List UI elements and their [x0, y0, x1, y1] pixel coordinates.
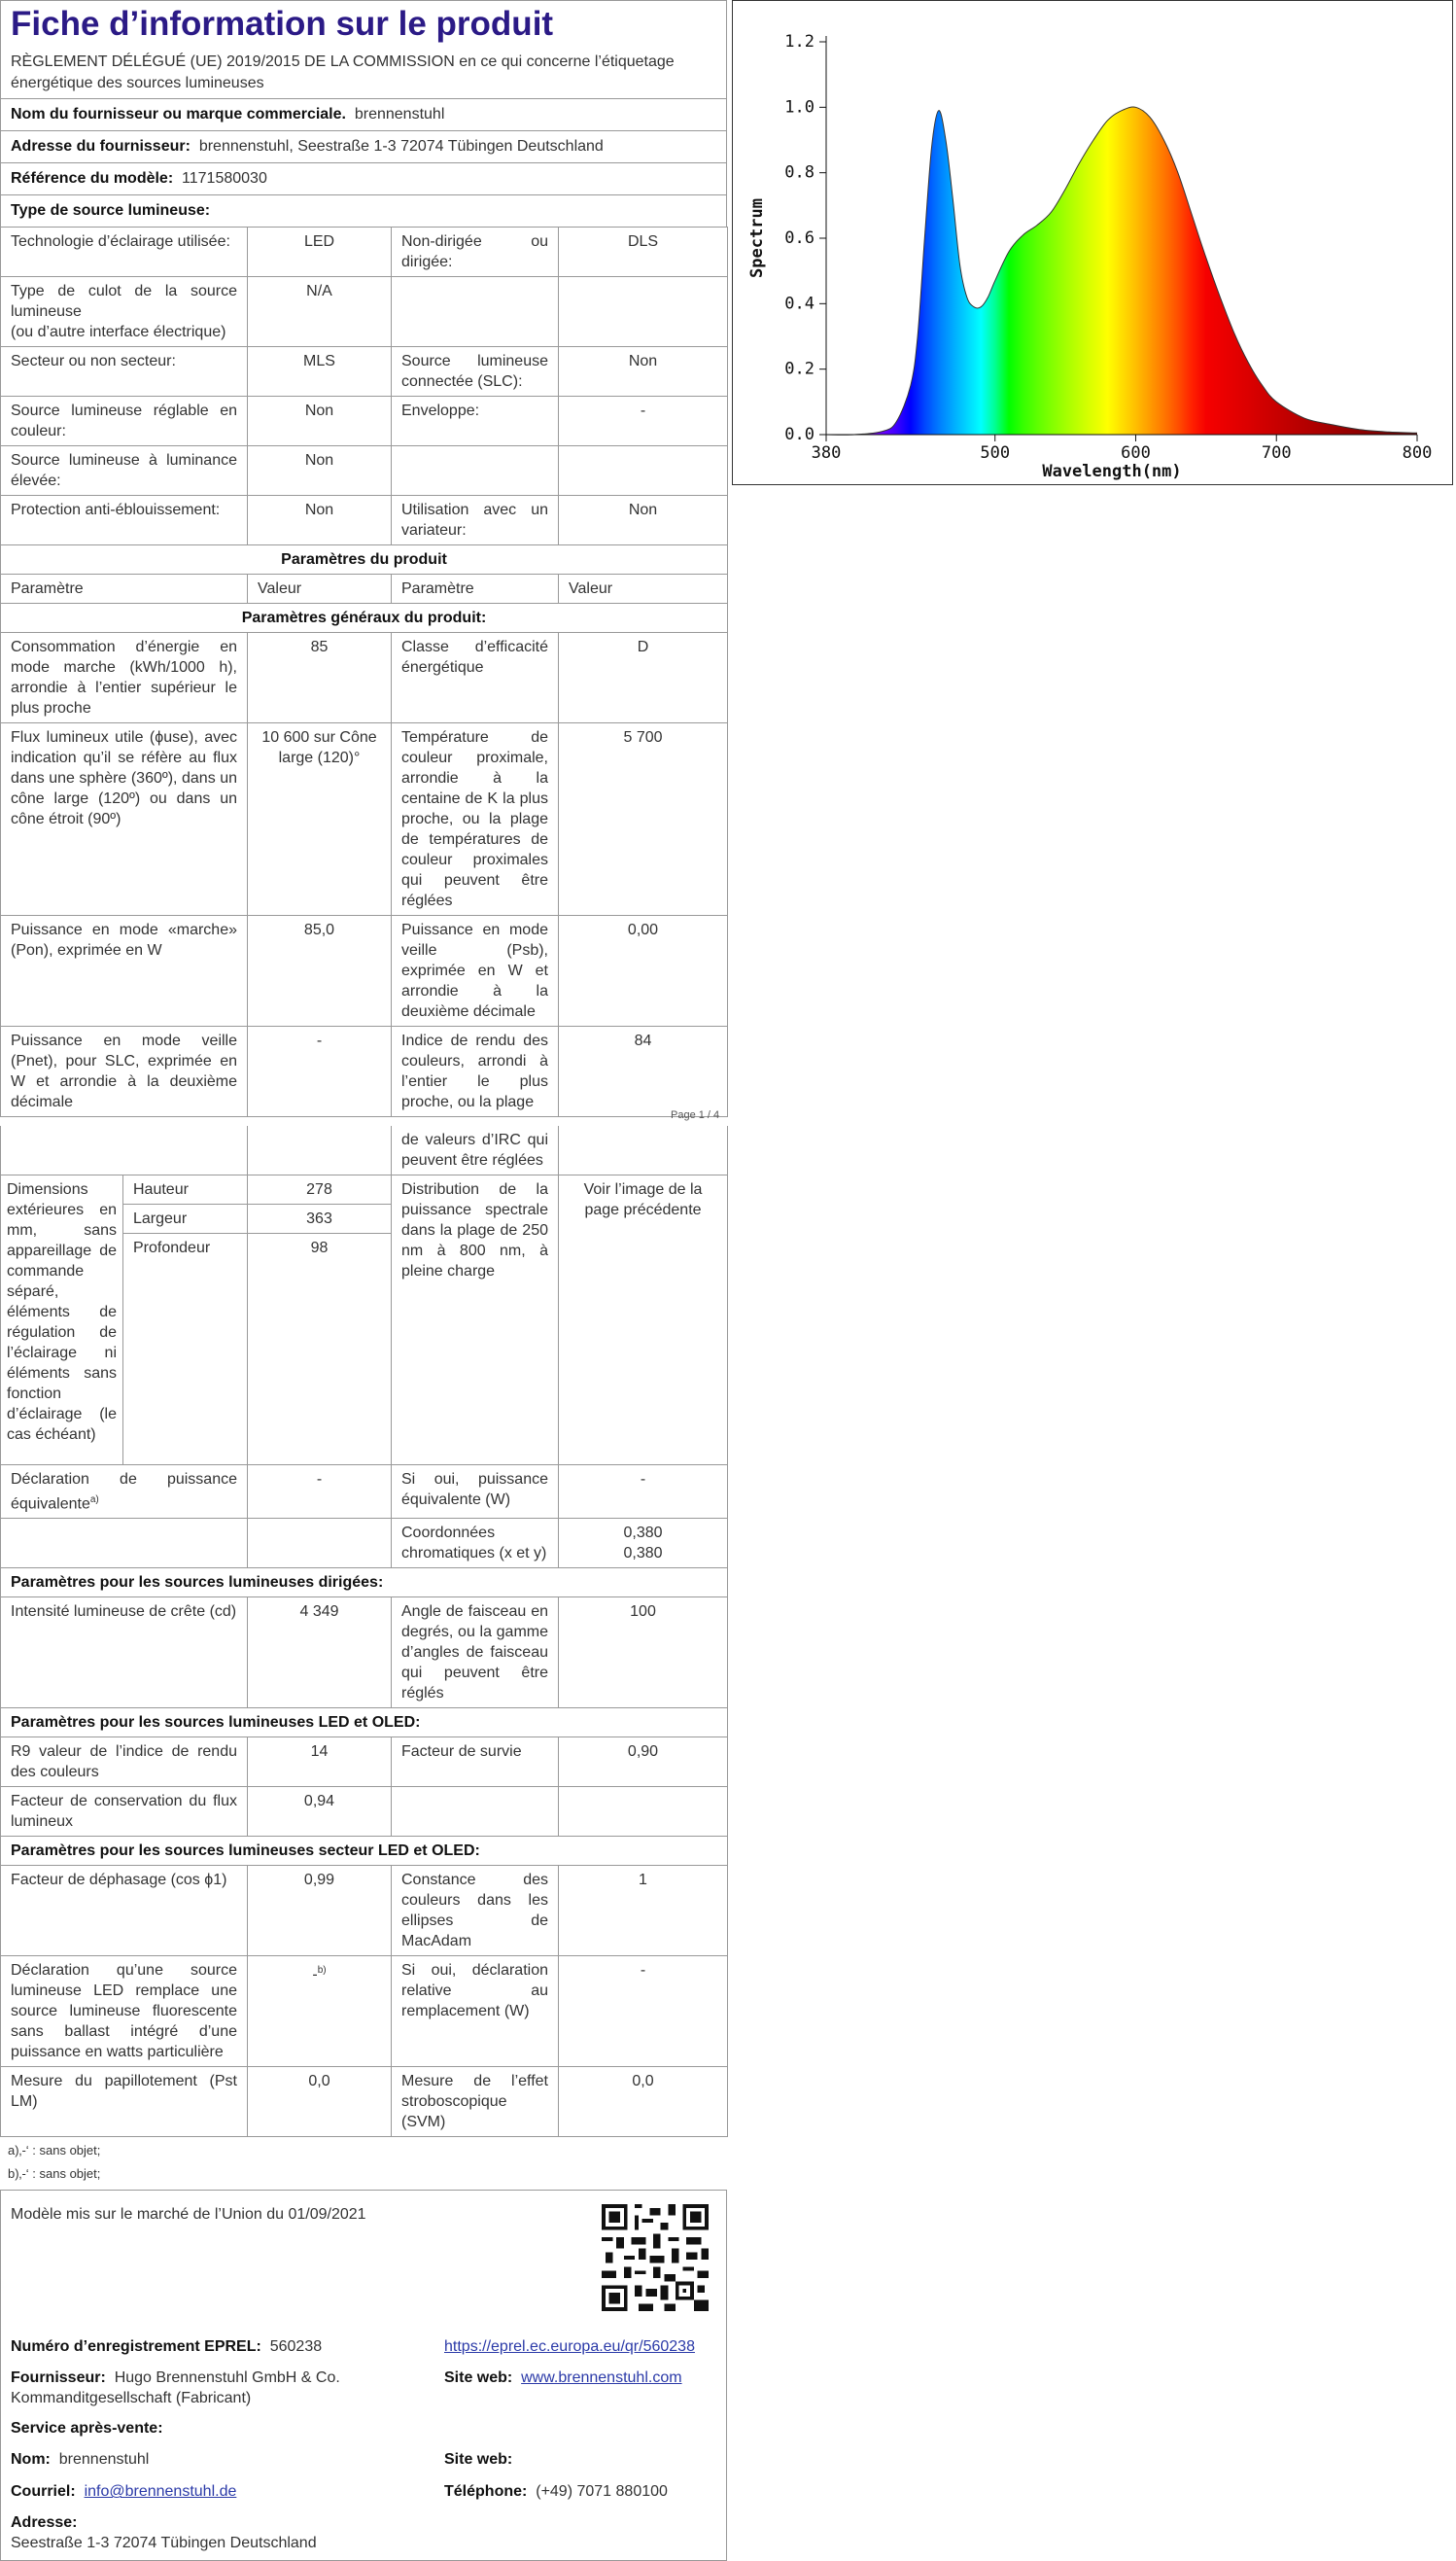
table-row: [1, 1465, 728, 1519]
dimension-name: Hauteur: [123, 1175, 248, 1205]
param-cell: [392, 1787, 559, 1837]
value-cell: -: [559, 1956, 728, 2067]
phone-label: Téléphone:: [444, 2483, 528, 2501]
spectrum-fill: [733, 1, 1452, 484]
market-date: Modèle mis sur le marché de l’Union du 01/09/2021: [11, 2206, 366, 2224]
spd-value: Voir l’image de la page précédente: [559, 1175, 728, 1465]
param-cell: Facteur de déphasage (cos ϕ1): [1, 1866, 248, 1956]
value-cell: [559, 1787, 728, 1837]
value-cell: 85,0: [248, 916, 392, 1027]
dimension-value: 278: [248, 1175, 392, 1205]
value-cell: 0,94: [248, 1787, 392, 1837]
footnote-a: a)‚-‘ : sans objet;: [8, 2143, 101, 2158]
section-heading-row: [1, 1837, 728, 1866]
page-title: Fiche d’information sur le produit: [11, 5, 554, 43]
value-cell: 0,0: [559, 2067, 728, 2137]
value-cell: 0,90: [559, 1737, 728, 1787]
directional-heading: Paramètres pour les sources lumineuses dirigées:: [1, 1568, 728, 1597]
value-cell: LED: [248, 228, 392, 277]
col-header-value: Valeur: [559, 575, 728, 604]
value-cell: 0,99: [248, 1866, 392, 1956]
y-tick-label: 1.2: [784, 32, 815, 52]
supplier-address-label: Adresse du fournisseur:: [11, 138, 191, 155]
param-cell: Température de couleur proximale, arrondie à la centaine de K la plus proche, ou la plage de températures de couleur proximales qui peuvent être réglées: [392, 723, 559, 916]
x-tick-label: 600: [1121, 443, 1151, 463]
service-name-label: Nom:: [11, 2451, 51, 2469]
param-cell: [392, 277, 559, 347]
param-cell: Si oui, déclaration relative au remplacement (W): [392, 1956, 559, 2067]
param-cell: [392, 446, 559, 496]
regulation-subtitle: RÈGLEMENT DÉLÉGUÉ (UE) 2019/2015 DE LA COMMISSION en ce qui concerne l’étiquetage énergétique des sources lumineuses: [11, 53, 675, 91]
param-cell: Coordonnées chromatiques (x et y): [392, 1519, 559, 1568]
param-cell: Technologie d’éclairage utilisée:: [1, 228, 248, 277]
param-cell: de valeurs d’IRC qui peuvent être réglées: [392, 1126, 559, 1175]
footnotes: [0, 2139, 727, 2186]
service-website-line: Site web:: [444, 2451, 513, 2469]
website-link[interactable]: www.brennenstuhl.com: [521, 2369, 682, 2387]
supplier-line: [11, 2368, 431, 2408]
value-cell: [559, 446, 728, 496]
value-cell: 14: [248, 1737, 392, 1787]
param-cell: Protection anti-éblouissement:: [1, 496, 248, 545]
table-row: [1, 1126, 728, 1175]
light-source-type-heading: Type de source lumineuse:: [1, 194, 726, 227]
address-label: Adresse:: [11, 2514, 78, 2532]
table-row: [1, 277, 728, 347]
page-2: [0, 1126, 727, 2561]
table-row: [1, 633, 728, 723]
value-cell: Non: [248, 397, 392, 446]
param-cell: Flux lumineux utile (ϕuse), avec indication qu’il se réfère au flux dans une sphère (360º), dans un cône large (120º) ou dans un cône étroit (90º): [1, 723, 248, 916]
product-params-heading: Paramètres du produit: [1, 545, 728, 575]
dimension-name: Profondeur: [123, 1234, 248, 1465]
param-cell: Type de culot de la source lumineuse (ou d’autre interface électrique): [1, 277, 248, 347]
model-label: Référence du modèle:: [11, 170, 174, 187]
address-value: Seestraße 1-3 72074 Tübingen Deutschland: [11, 2535, 317, 2552]
table-row: [1, 1787, 728, 1837]
led-heading: Paramètres pour les sources lumineuses LED et OLED:: [1, 1708, 728, 1737]
email-line: [11, 2481, 236, 2502]
y-axis-label: Spectrum: [747, 198, 767, 278]
supplier-address-line: [1, 130, 726, 162]
param-cell: Secteur ou non secteur:: [1, 347, 248, 397]
value-cell: -: [248, 1465, 392, 1519]
service-name-line: [11, 2449, 149, 2470]
dimension-value: 98: [248, 1234, 392, 1465]
value-cell: [559, 1126, 728, 1175]
x-tick-label: 700: [1261, 443, 1292, 463]
param-cell: Puissance en mode veille (Pnet), pour SLC, exprimée en W et arrondie à la deuxième décimale: [1, 1027, 248, 1117]
header-block: [0, 0, 727, 227]
value-cell: Non: [248, 446, 392, 496]
table-row: [1, 1956, 728, 2067]
model-line: [1, 162, 726, 194]
general-params-heading: Paramètres généraux du produit:: [1, 604, 728, 633]
table-row: [1, 397, 728, 446]
param-cell: Puissance en mode veille (Psb), exprimée en W et arrondie à la deuxième décimale: [392, 916, 559, 1027]
service-heading: Service après-vente:: [11, 2420, 163, 2438]
value-cell: N/A: [248, 277, 392, 347]
eprel-link[interactable]: https://eprel.ec.europa.eu/qr/560238: [444, 2338, 695, 2356]
table-row: [1, 1175, 728, 1205]
section-heading-row: [1, 1568, 728, 1597]
y-tick-label: 0.2: [784, 359, 815, 379]
y-tick-label: 1.0: [784, 97, 815, 118]
param-cell: Puissance en mode «marche» (Pon), exprimée en W: [1, 916, 248, 1027]
value-cell: MLS: [248, 347, 392, 397]
param-cell: Source lumineuse connectée (SLC):: [392, 347, 559, 397]
x-axis-label: Wavelength(nm): [1042, 462, 1182, 481]
chroma-x: 0,380: [623, 1525, 663, 1542]
dimension-name: Largeur: [123, 1205, 248, 1234]
value-cell: [559, 277, 728, 347]
supplier-value: Hugo Brennenstuhl GmbH & Co. Kommanditgesellschaft (Fabricant): [11, 2369, 340, 2407]
supplier-address-value: brennenstuhl, Seestraße 1-3 72074 Tübingen Deutschland: [198, 138, 604, 155]
value-cell: 1: [559, 1866, 728, 1956]
section-heading-row: [1, 604, 728, 633]
y-tick-label: 0.4: [784, 294, 815, 314]
page-number: Page 1 / 4: [671, 1109, 720, 1121]
param-cell: Facteur de survie: [392, 1737, 559, 1787]
value-cell: 5 700: [559, 723, 728, 916]
param-cell: Constance des couleurs dans les ellipses de MacAdam: [392, 1866, 559, 1956]
spectrum-chart: [732, 0, 1453, 485]
param-cell: Consommation d’énergie en mode marche (kWh/1000 h), arrondie à l’entier supérieur le plus proche: [1, 633, 248, 723]
value-cell: Non: [248, 496, 392, 545]
chroma-values: [559, 1519, 728, 1568]
supplier-name-value: brennenstuhl: [354, 106, 445, 123]
footer-info: [0, 2190, 727, 2561]
value-cell: 0,0: [248, 2067, 392, 2137]
value-cell: [248, 1519, 392, 1568]
product-params-table-continued: [0, 1126, 728, 2137]
value-cell: Non: [559, 496, 728, 545]
y-tick-label: 0.8: [784, 162, 815, 183]
value-cell: Non: [559, 347, 728, 397]
param-cell: Utilisation avec un variateur:: [392, 496, 559, 545]
eprel-label: Numéro d’enregistrement EPREL:: [11, 2338, 261, 2356]
phone-line: [444, 2481, 668, 2502]
value-cell: 10 600 sur Cône large (120)°: [248, 723, 392, 916]
email-link[interactable]: info@brennenstuhl.de: [84, 2483, 237, 2501]
column-header-row: [1, 575, 728, 604]
value-cell: 4 349: [248, 1597, 392, 1708]
address-line: [11, 2512, 317, 2553]
equivalent-power-label: Déclaration de puissance équivalente$^{a)}$: [1, 1465, 248, 1519]
param-cell: Indice de rendu des couleurs, arrondi à l’entier le plus proche, ou la plage: [392, 1027, 559, 1117]
model-value: 1171580030: [182, 170, 267, 187]
param-cell: Mesure du papillotement (Pst LM): [1, 2067, 248, 2137]
email-label: Courriel:: [11, 2483, 76, 2501]
value-cell: -$^{b)}$: [248, 1956, 392, 2067]
section-heading-row: [1, 1708, 728, 1737]
phone-value: (+49) 7071 880100: [536, 2483, 668, 2501]
table-row: [1, 916, 728, 1027]
eprel-value: 560238: [269, 2338, 323, 2356]
service-name-value: brennenstuhl: [58, 2451, 150, 2469]
y-tick-label: 0.0: [784, 425, 815, 444]
value-cell: 0,00: [559, 916, 728, 1027]
table-row: [1, 347, 728, 397]
section-heading-row: [1, 545, 728, 575]
param-cell: Mesure de l’effet stroboscopique (SVM): [392, 2067, 559, 2137]
param-cell: Source lumineuse à luminance élevée:: [1, 446, 248, 496]
param-cell: Si oui, puissance équivalente (W): [392, 1465, 559, 1519]
eprel-line: [11, 2336, 322, 2357]
x-tick-label: 380: [811, 443, 842, 463]
table-row: [1, 1027, 728, 1117]
chroma-y: 0,380: [623, 1545, 663, 1562]
website-label: Site web:: [444, 2369, 513, 2387]
table-row: [1, 2067, 728, 2137]
param-cell: [1, 1126, 248, 1175]
table-row: [1, 496, 728, 545]
value-cell: 100: [559, 1597, 728, 1708]
table-row: [1, 1597, 728, 1708]
value-cell: DLS: [559, 228, 728, 277]
param-cell: Classe d’efficacité énergétique: [392, 633, 559, 723]
value-cell: D: [559, 633, 728, 723]
supplier-label: Fournisseur:: [11, 2369, 106, 2387]
table-row: [1, 1737, 728, 1787]
footnote-b: b)‚-‘ : sans objet;: [8, 2166, 101, 2182]
col-header-param: Paramètre: [1, 575, 248, 604]
col-header-param: Paramètre: [392, 575, 559, 604]
param-cell: Non-dirigée ou dirigée:: [392, 228, 559, 277]
param-cell: Facteur de conservation du flux lumineux: [1, 1787, 248, 1837]
qr-code[interactable]: [602, 2204, 709, 2311]
param-cell: R9 valeur de l’indice de rendu des couleurs: [1, 1737, 248, 1787]
page-1: [0, 0, 727, 1117]
param-cell: Intensité lumineuse de crête (cd): [1, 1597, 248, 1708]
param-cell: [1, 1519, 248, 1568]
y-tick-label: 0.6: [784, 228, 815, 248]
table-row: [1, 228, 728, 277]
value-cell: -: [559, 1465, 728, 1519]
mains-heading: Paramètres pour les sources lumineuses secteur LED et OLED:: [1, 1837, 728, 1866]
x-tick-label: 800: [1402, 443, 1433, 463]
param-cell: Angle de faisceau en degrés, ou la gamme d’angles de faisceau qui peuvent être réglés: [392, 1597, 559, 1708]
spd-label: Distribution de la puissance spectrale dans la plage de 250 nm à 800 nm, à pleine charge: [392, 1175, 559, 1465]
dimension-value: 363: [248, 1205, 392, 1234]
website-line: [444, 2368, 682, 2388]
spectrum-chart-svg: [733, 1, 1452, 484]
col-header-value: Valeur: [248, 575, 392, 604]
param-cell: Déclaration qu’une source lumineuse LED remplace une source lumineuse fluorescente sans ballast intégré d’une puissance en watts particulière: [1, 1956, 248, 2067]
param-cell: Enveloppe:: [392, 397, 559, 446]
light-source-type-table: [0, 227, 728, 1117]
x-tick-label: 500: [980, 443, 1011, 463]
table-row: [1, 1519, 728, 1568]
value-cell: -: [248, 1027, 392, 1117]
value-cell: 84: [559, 1027, 728, 1117]
table-row: [1, 723, 728, 916]
supplier-name-label: Nom du fournisseur ou marque commerciale.: [11, 106, 346, 123]
table-row: [1, 446, 728, 496]
supplier-name-line: [1, 98, 726, 130]
table-row: [1, 1866, 728, 1956]
dimensions-label: Dimensions extérieures en mm, sans appareillage de commande séparé, éléments de régulation de l’éclairage ni éléments sans fonction d’éclairage (le cas échéant): [1, 1175, 123, 1465]
param-cell: Source lumineuse réglable en couleur:: [1, 397, 248, 446]
value-cell: 85: [248, 633, 392, 723]
value-cell: [248, 1126, 392, 1175]
value-cell: -: [559, 397, 728, 446]
